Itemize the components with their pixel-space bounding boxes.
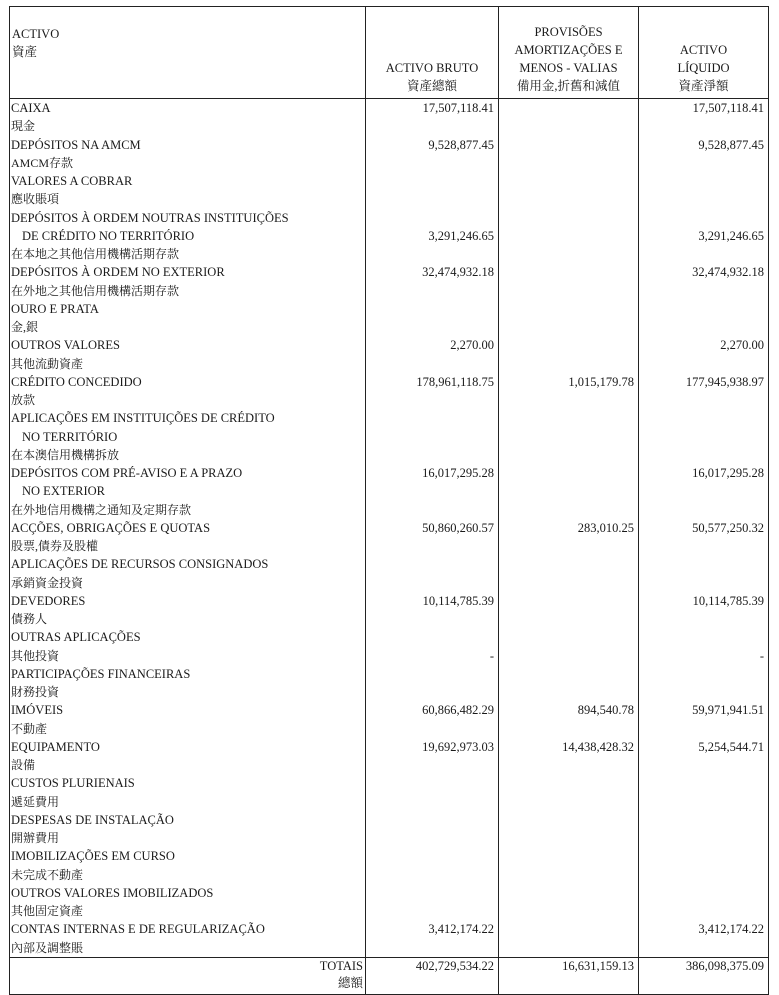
table-row <box>10 190 769 208</box>
row-label: IMÓVEIS <box>10 701 366 719</box>
row-provision-value <box>499 227 639 245</box>
row-gross-value: 19,692,973.03 <box>366 738 499 756</box>
table-row <box>10 501 769 519</box>
row-label: CAIXA <box>10 99 366 118</box>
row-provision-value <box>499 209 639 227</box>
row-label: OUTROS VALORES IMOBILIZADOS <box>10 884 366 902</box>
table-row <box>10 793 769 811</box>
row-label: DE CRÉDITO NO TERRITÓRIO <box>10 227 366 245</box>
header-activo-bruto-pt: ACTIVO BRUTO <box>385 61 479 75</box>
row-net-value: - <box>639 647 769 665</box>
row-gross-value <box>366 409 499 427</box>
table-row <box>10 555 769 573</box>
row-net-value: 2,270.00 <box>639 336 769 354</box>
row-gross-value <box>366 391 499 409</box>
header-provisoes-zh: 備用金,折舊和減值 <box>516 79 621 93</box>
row-gross-value: 178,961,118.75 <box>366 373 499 391</box>
row-label: 財務投資 <box>10 683 366 701</box>
table-row <box>10 701 769 719</box>
header-provisoes-line1: PROVISÕES <box>534 25 603 39</box>
row-label: IMOBILIZAÇÕES EM CURSO <box>10 847 366 865</box>
totals-provisions: 16,631,159.13 <box>499 957 639 994</box>
table-row <box>10 282 769 300</box>
table-row <box>10 117 769 135</box>
header-activo <box>10 7 366 99</box>
table-row <box>10 373 769 391</box>
row-net-value <box>639 720 769 738</box>
row-gross-value: 32,474,932.18 <box>366 263 499 281</box>
row-label: NO TERRITÓRIO <box>10 428 366 446</box>
row-net-value <box>639 190 769 208</box>
row-gross-value: 2,270.00 <box>366 336 499 354</box>
row-label: 在本地之其他信用機構活期存款 <box>10 245 366 263</box>
table-row <box>10 355 769 373</box>
table-row <box>10 99 769 118</box>
table-row <box>10 647 769 665</box>
row-label: PARTICIPAÇÕES FINANCEIRAS <box>10 665 366 683</box>
row-label: DEPÓSITOS COM PRÉ-AVISO E A PRAZO <box>10 464 366 482</box>
row-gross-value <box>366 610 499 628</box>
row-gross-value <box>366 847 499 865</box>
header-activo-zh: 資產 <box>12 45 38 59</box>
table-row <box>10 154 769 172</box>
row-gross-value <box>366 117 499 135</box>
table-row <box>10 902 769 920</box>
row-net-value <box>639 300 769 318</box>
balance-sheet-assets <box>9 6 768 995</box>
row-gross-value <box>366 866 499 884</box>
row-label: OUTROS VALORES <box>10 336 366 354</box>
row-label: DEVEDORES <box>10 592 366 610</box>
row-gross-value: 3,412,174.22 <box>366 920 499 938</box>
totals-gross: 402,729,534.22 <box>366 957 499 994</box>
table-row <box>10 665 769 683</box>
row-gross-value <box>366 282 499 300</box>
row-provision-value: 1,015,179.78 <box>499 373 639 391</box>
row-provision-value <box>499 610 639 628</box>
table-body <box>10 99 769 958</box>
row-label: 現金 <box>10 117 366 135</box>
row-label: 承銷資金投資 <box>10 574 366 592</box>
row-provision-value <box>499 647 639 665</box>
row-gross-value: 50,860,260.57 <box>366 519 499 537</box>
row-label: AMCM存款 <box>10 154 366 172</box>
row-label: DEPÓSITOS NA AMCM <box>10 136 366 154</box>
row-provision-value <box>499 866 639 884</box>
row-gross-value <box>366 939 499 958</box>
row-net-value <box>639 154 769 172</box>
row-label: 在本澳信用機構拆放 <box>10 446 366 464</box>
row-provision-value <box>499 665 639 683</box>
row-provision-value <box>499 501 639 519</box>
row-gross-value <box>366 574 499 592</box>
row-label: 設備 <box>10 756 366 774</box>
totals-label-pt: TOTAIS <box>319 958 363 973</box>
row-provision-value <box>499 920 639 938</box>
row-label: 應收賬項 <box>10 190 366 208</box>
row-gross-value <box>366 172 499 190</box>
totals-net: 386,098,375.09 <box>639 957 769 994</box>
table-row <box>10 829 769 847</box>
row-net-value: 32,474,932.18 <box>639 263 769 281</box>
row-label: OUTRAS APLICAÇÕES <box>10 628 366 646</box>
table-row <box>10 209 769 227</box>
row-gross-value <box>366 555 499 573</box>
row-label: EQUIPAMENTO <box>10 738 366 756</box>
row-net-value: 50,577,250.32 <box>639 519 769 537</box>
row-provision-value <box>499 720 639 738</box>
row-label: CRÉDITO CONCEDIDO <box>10 373 366 391</box>
row-label: ACÇÕES, OBRIGAÇÕES E QUOTAS <box>10 519 366 537</box>
table-row <box>10 939 769 958</box>
row-gross-value <box>366 154 499 172</box>
row-provision-value <box>499 574 639 592</box>
row-net-value: 3,291,246.65 <box>639 227 769 245</box>
row-net-value <box>639 172 769 190</box>
table-row <box>10 574 769 592</box>
assets-table <box>9 6 769 995</box>
totals-label <box>10 957 366 994</box>
row-gross-value <box>366 793 499 811</box>
row-label: 其他流動資產 <box>10 355 366 373</box>
row-gross-value <box>366 774 499 792</box>
row-net-value <box>639 355 769 373</box>
row-gross-value <box>366 318 499 336</box>
table-row <box>10 628 769 646</box>
row-gross-value <box>366 537 499 555</box>
row-provision-value: 14,438,428.32 <box>499 738 639 756</box>
row-provision-value <box>499 99 639 118</box>
row-label: DESPESAS DE INSTALAÇÃO <box>10 811 366 829</box>
row-net-value: 3,412,174.22 <box>639 920 769 938</box>
table-row <box>10 720 769 738</box>
row-provision-value <box>499 409 639 427</box>
table-row <box>10 300 769 318</box>
row-provision-value <box>499 628 639 646</box>
row-net-value <box>639 847 769 865</box>
row-label: 內部及調整賬 <box>10 939 366 958</box>
row-label: 放款 <box>10 391 366 409</box>
row-label: CONTAS INTERNAS E DE REGULARIZAÇÃO <box>10 920 366 938</box>
row-net-value <box>639 793 769 811</box>
header-activo-liquido <box>639 7 769 99</box>
row-provision-value <box>499 793 639 811</box>
row-gross-value <box>366 209 499 227</box>
table-row <box>10 482 769 500</box>
row-net-value <box>639 555 769 573</box>
row-gross-value <box>366 811 499 829</box>
row-provision-value <box>499 355 639 373</box>
row-provision-value <box>499 190 639 208</box>
row-label: 在外地之其他信用機構活期存款 <box>10 282 366 300</box>
row-provision-value: 894,540.78 <box>499 701 639 719</box>
row-net-value <box>639 610 769 628</box>
row-label: VALORES A COBRAR <box>10 172 366 190</box>
totals-label-zh: 總額 <box>337 975 363 990</box>
row-net-value <box>639 884 769 902</box>
row-net-value <box>639 756 769 774</box>
row-net-value <box>639 409 769 427</box>
row-gross-value <box>366 902 499 920</box>
row-net-value <box>639 318 769 336</box>
row-gross-value <box>366 720 499 738</box>
row-label: NO EXTERIOR <box>10 482 366 500</box>
table-row <box>10 336 769 354</box>
row-provision-value <box>499 154 639 172</box>
row-provision-value <box>499 391 639 409</box>
row-provision-value <box>499 136 639 154</box>
table-row <box>10 610 769 628</box>
row-provision-value <box>499 263 639 281</box>
row-gross-value: 10,114,785.39 <box>366 592 499 610</box>
row-provision-value <box>499 811 639 829</box>
row-gross-value <box>366 300 499 318</box>
row-provision-value <box>499 428 639 446</box>
row-net-value <box>639 574 769 592</box>
row-provision-value <box>499 482 639 500</box>
row-provision-value <box>499 902 639 920</box>
row-gross-value <box>366 446 499 464</box>
row-provision-value <box>499 939 639 958</box>
table-row <box>10 464 769 482</box>
row-gross-value <box>366 756 499 774</box>
table-row <box>10 774 769 792</box>
table-row <box>10 409 769 427</box>
row-net-value <box>639 628 769 646</box>
row-label: 開辦費用 <box>10 829 366 847</box>
table-row <box>10 884 769 902</box>
row-provision-value: 283,010.25 <box>499 519 639 537</box>
row-net-value: 16,017,295.28 <box>639 464 769 482</box>
row-label: DEPÓSITOS À ORDEM NO EXTERIOR <box>10 263 366 281</box>
row-provision-value <box>499 847 639 865</box>
header-activo-bruto <box>366 7 499 99</box>
header-provisoes-line2: AMORTIZAÇÕES E <box>514 43 623 57</box>
row-provision-value <box>499 318 639 336</box>
row-label: OURO E PRATA <box>10 300 366 318</box>
row-gross-value <box>366 190 499 208</box>
row-net-value <box>639 428 769 446</box>
header-provisoes-line3: MENOS - VALIAS <box>519 61 618 75</box>
row-label: APLICAÇÕES DE RECURSOS CONSIGNADOS <box>10 555 366 573</box>
table-row <box>10 245 769 263</box>
row-provision-value <box>499 245 639 263</box>
row-net-value <box>639 209 769 227</box>
row-net-value <box>639 537 769 555</box>
row-label: DEPÓSITOS À ORDEM NOUTRAS INSTITUIÇÕES <box>10 209 366 227</box>
table-row <box>10 428 769 446</box>
row-gross-value: 60,866,482.29 <box>366 701 499 719</box>
row-gross-value <box>366 245 499 263</box>
row-label: 股票,債券及股權 <box>10 537 366 555</box>
row-label: 債務人 <box>10 610 366 628</box>
table-row <box>10 136 769 154</box>
row-gross-value: 16,017,295.28 <box>366 464 499 482</box>
table-row <box>10 391 769 409</box>
row-provision-value <box>499 884 639 902</box>
row-gross-value: 3,291,246.65 <box>366 227 499 245</box>
table-row <box>10 756 769 774</box>
row-provision-value <box>499 117 639 135</box>
row-net-value <box>639 501 769 519</box>
row-label: 其他固定資產 <box>10 902 366 920</box>
row-net-value <box>639 282 769 300</box>
row-label: CUSTOS PLURIENAIS <box>10 774 366 792</box>
row-net-value <box>639 117 769 135</box>
header-activo-liquido-zh: 資產淨額 <box>678 79 729 93</box>
row-label: 未完成不動產 <box>10 866 366 884</box>
table-row <box>10 172 769 190</box>
row-gross-value <box>366 355 499 373</box>
row-net-value <box>639 446 769 464</box>
row-net-value <box>639 774 769 792</box>
table-row <box>10 263 769 281</box>
row-provision-value <box>499 172 639 190</box>
row-provision-value <box>499 555 639 573</box>
row-label: 金,銀 <box>10 318 366 336</box>
table-row <box>10 811 769 829</box>
row-provision-value <box>499 756 639 774</box>
row-provision-value <box>499 282 639 300</box>
row-net-value <box>639 683 769 701</box>
row-gross-value <box>366 665 499 683</box>
header-activo-liquido-line2: LÍQUIDO <box>677 61 730 75</box>
row-net-value <box>639 665 769 683</box>
header-activo-bruto-zh: 資產總額 <box>406 79 457 93</box>
header-provisoes <box>499 7 639 99</box>
table-header <box>10 7 769 99</box>
row-net-value: 17,507,118.41 <box>639 99 769 118</box>
table-row <box>10 592 769 610</box>
row-label: 不動產 <box>10 720 366 738</box>
row-provision-value <box>499 537 639 555</box>
row-label: 其他投資 <box>10 647 366 665</box>
table-row <box>10 683 769 701</box>
row-net-value: 5,254,544.71 <box>639 738 769 756</box>
totals-row <box>10 957 769 994</box>
table-row <box>10 847 769 865</box>
table-row <box>10 738 769 756</box>
row-net-value <box>639 811 769 829</box>
row-net-value <box>639 391 769 409</box>
row-provision-value <box>499 829 639 847</box>
row-gross-value <box>366 683 499 701</box>
row-provision-value <box>499 336 639 354</box>
row-net-value: 59,971,941.51 <box>639 701 769 719</box>
row-net-value: 177,945,938.97 <box>639 373 769 391</box>
row-gross-value <box>366 628 499 646</box>
table-row <box>10 519 769 537</box>
row-net-value <box>639 829 769 847</box>
table-row <box>10 227 769 245</box>
row-provision-value <box>499 446 639 464</box>
row-gross-value: 17,507,118.41 <box>366 99 499 118</box>
row-gross-value <box>366 501 499 519</box>
row-net-value: 9,528,877.45 <box>639 136 769 154</box>
row-provision-value <box>499 300 639 318</box>
row-gross-value <box>366 884 499 902</box>
header-activo-liquido-line1: ACTIVO <box>679 43 728 57</box>
row-label: 在外地信用機構之通知及定期存款 <box>10 501 366 519</box>
table-row <box>10 920 769 938</box>
row-net-value <box>639 866 769 884</box>
row-net-value: 10,114,785.39 <box>639 592 769 610</box>
row-net-value <box>639 902 769 920</box>
row-provision-value <box>499 683 639 701</box>
row-gross-value: - <box>366 647 499 665</box>
row-provision-value <box>499 774 639 792</box>
row-gross-value: 9,528,877.45 <box>366 136 499 154</box>
row-provision-value <box>499 592 639 610</box>
row-label: APLICAÇÕES EM INSTITUIÇÕES DE CRÉDITO <box>10 409 366 427</box>
row-net-value <box>639 245 769 263</box>
table-row <box>10 537 769 555</box>
row-gross-value <box>366 482 499 500</box>
row-gross-value <box>366 829 499 847</box>
row-net-value <box>639 939 769 958</box>
row-gross-value <box>366 428 499 446</box>
row-provision-value <box>499 464 639 482</box>
row-net-value <box>639 482 769 500</box>
row-label: 遞延費用 <box>10 793 366 811</box>
table-row <box>10 446 769 464</box>
table-row <box>10 866 769 884</box>
table-row <box>10 318 769 336</box>
header-activo-pt: ACTIVO <box>12 27 60 41</box>
